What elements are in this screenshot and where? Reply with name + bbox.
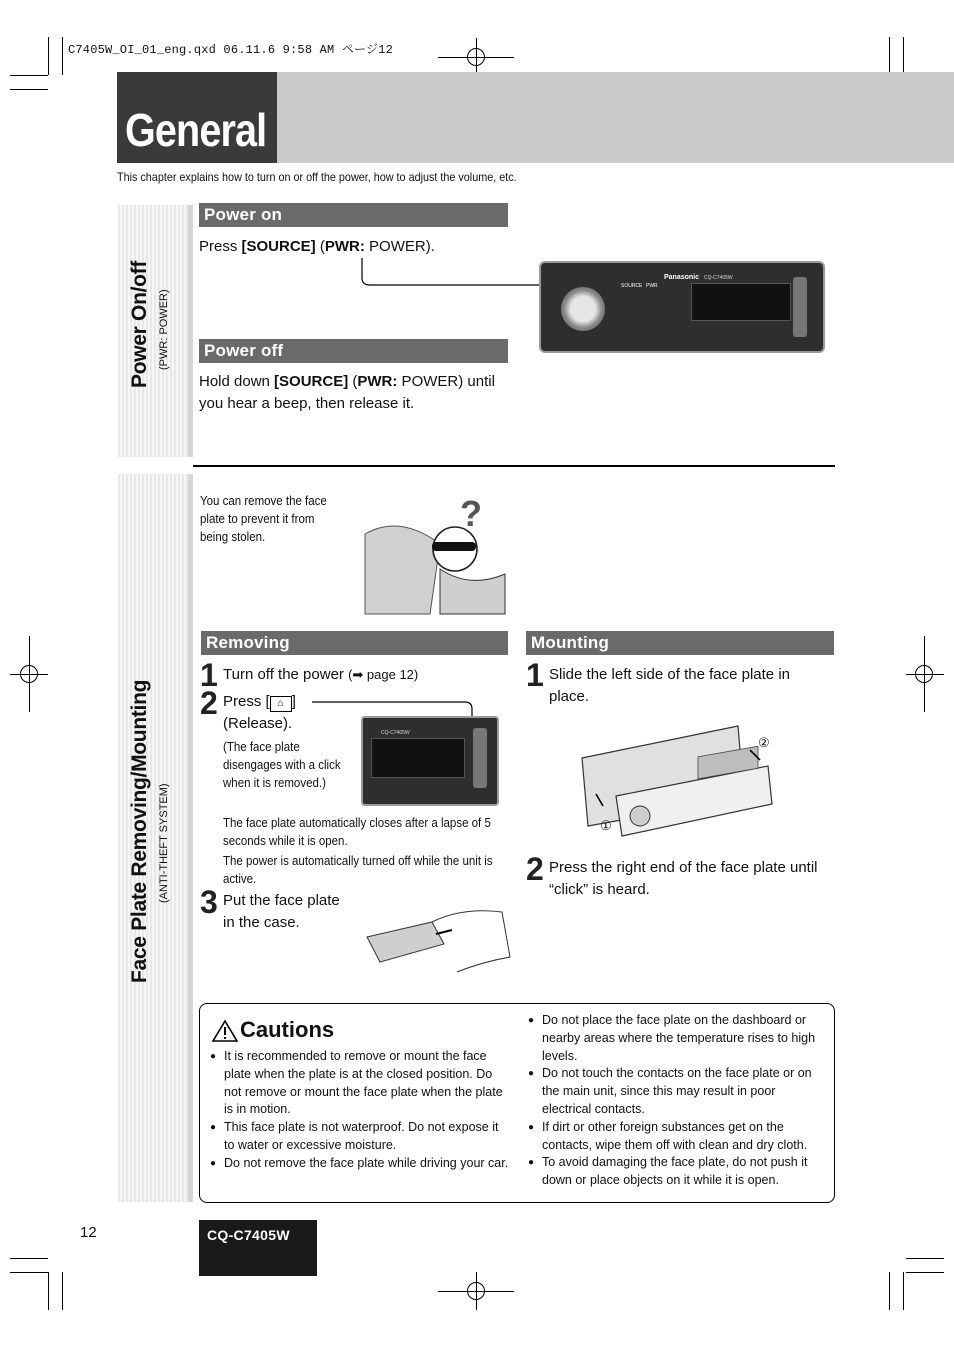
cautions-right-list <box>528 1012 826 1190</box>
page-number: 12 <box>80 1224 97 1241</box>
faceplate-release-illustration <box>361 716 499 806</box>
mounting-step2-text: Press the right end of the face plate until “click” is heard. <box>549 859 818 898</box>
head-unit-illustration <box>539 261 825 353</box>
chapter-intro: This chapter explains how to turn on or off the power, how to adjust the volume, etc. <box>117 170 517 184</box>
caution-item: ● Do not place the face plate on the dashboard or nearby areas where the temperature rises to high levels. <box>528 1012 826 1065</box>
caution-item: ● Do not remove the face plate while driving your car. <box>210 1155 512 1173</box>
warning-icon <box>212 1019 238 1043</box>
caution-item: ● If dirt or other foreign substances get on the contacts, wipe them off with clean and dry cloth. <box>528 1119 826 1155</box>
volume-knob <box>561 287 605 331</box>
mounting-marker-1: ① <box>600 818 612 833</box>
cautions-left-list <box>210 1048 512 1173</box>
cautions-heading: Cautions <box>240 1017 335 1042</box>
caution-item: ● It is recommended to remove or mount the face plate when the plate is at the closed position. Do not remove or mount the face plate when the plate is in motion. <box>210 1048 512 1119</box>
faceplate-model-label: CQ-C7405W <box>381 730 410 736</box>
section-divider <box>193 465 835 467</box>
release-icon[interactable]: ⌂ <box>270 696 292 712</box>
caution-item: ● This face plate is not waterproof. Do not expose it to water or excessive moisture. <box>210 1119 512 1155</box>
removing-step2-number: 2 <box>200 685 218 721</box>
file-header: C7405W_OI_01_eng.qxd 06.11.6 9:58 AM ページ12 <box>68 43 394 57</box>
power-off-text: Hold down [SOURCE] (PWR: POWER) until you hear a beep, then release it. <box>199 373 495 412</box>
removing-note-1: The face plate automatically closes after a lapse of 5 seconds while it is open. <box>223 816 491 848</box>
model-badge: CQ-C7405W <box>207 1227 290 1243</box>
faceplate-display <box>371 738 465 778</box>
removing-step1-text: Turn off the power (➡ page 12) <box>223 666 419 683</box>
side-tab-power-subtitle: (PWR: POWER) <box>158 289 170 370</box>
removing-heading: Removing <box>201 631 508 655</box>
power-on-text: Press [SOURCE] (PWR: POWER). <box>199 238 435 255</box>
removing-step1-number: 1 <box>200 657 218 693</box>
pwr-label: PWR <box>646 283 658 289</box>
faceplate-hinge <box>473 728 487 788</box>
model-label: CQ-C7405W <box>704 275 733 281</box>
brand-label: Panasonic <box>664 274 700 281</box>
case-illustration <box>362 902 512 978</box>
power-on-heading: Power on <box>199 203 508 227</box>
mounting-marker-2: ② <box>758 735 770 750</box>
caution-item: ● Do not touch the contacts on the face plate or on the main unit, since this may result in poor electrical contacts. <box>528 1065 826 1118</box>
removing-step3-text: Put the face plate in the case. <box>223 892 340 931</box>
mounting-heading: Mounting <box>526 631 834 655</box>
side-tab-power-title: Power On/off <box>128 260 151 388</box>
chapter-title: General <box>125 104 267 156</box>
mounting-step2-number: 2 <box>526 851 544 887</box>
side-tab-faceplate-subtitle: (ANTI-THEFT SYSTEM) <box>158 783 170 903</box>
side-tab-faceplate-title: Face Plate Removing/Mounting <box>128 679 151 983</box>
faceplate-intro: You can remove the face plate to prevent it from being stolen. <box>200 494 327 544</box>
removing-step2-text: Press [ ⌂ ] (Release). <box>223 693 296 732</box>
removing-step3-number: 3 <box>200 884 218 920</box>
display-window <box>691 283 791 321</box>
removing-note-2: The power is automatically turned off while the unit is active. <box>223 854 493 886</box>
mounting-step1-text: Slide the left side of the face plate in place. <box>549 666 790 705</box>
right-hinge <box>793 277 807 337</box>
svg-text:?: ? <box>460 494 482 534</box>
source-label: SOURCE <box>621 283 643 289</box>
thief-illustration <box>360 494 510 620</box>
removing-step2-note: (The face plate disengages with a click when it is removed.) <box>223 740 341 790</box>
caution-item: ● To avoid damaging the face plate, do not push it down or place objects on it while it is open. <box>528 1154 826 1190</box>
mounting-step1-number: 1 <box>526 657 544 693</box>
power-off-heading: Power off <box>199 339 508 363</box>
